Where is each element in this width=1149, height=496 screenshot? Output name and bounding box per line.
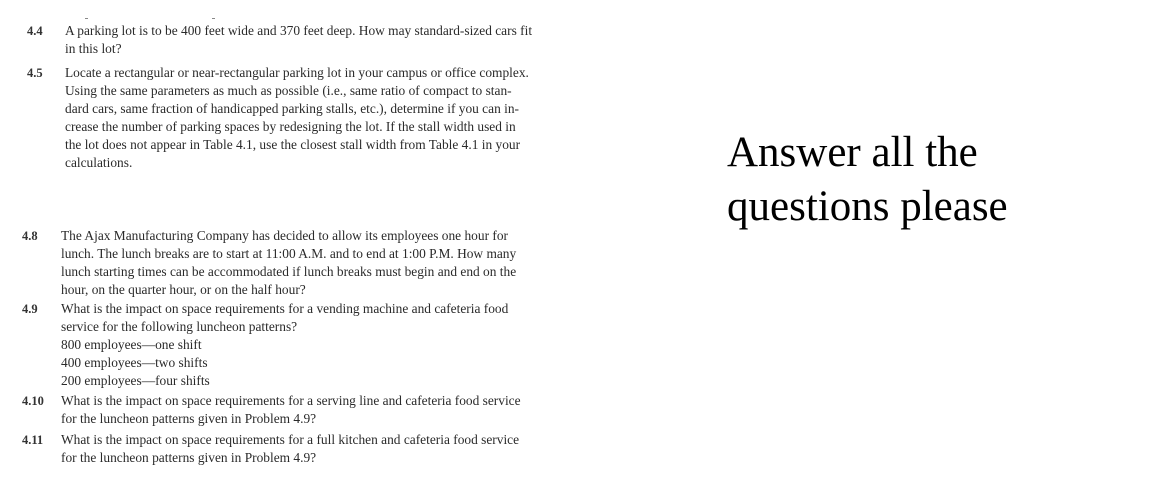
problem-line: 400 employees—two shifts: [61, 355, 208, 370]
problem-line: 200 employees—four shifts: [61, 373, 210, 388]
problem-line: hour, on the quarter hour, or on the half hour?: [61, 282, 306, 297]
problem-text: [61, 431, 519, 467]
problem-number: 4.10: [22, 394, 44, 408]
problem-line: service for the following luncheon patterns?: [61, 319, 298, 334]
problem-text: [61, 300, 508, 390]
scan-mark: [212, 18, 215, 19]
handwritten-request-note: [727, 126, 1008, 234]
problem-line: 800 employees—one shift: [61, 337, 202, 352]
problem-line: lunch. The lunch breaks are to start at 11:00 A.M. and to end at 1:00 P.M. How many: [61, 246, 517, 261]
problem-line: for the luncheon patterns given in Problem 4.9?: [61, 411, 317, 426]
problem-line: for the luncheon patterns given in Problem 4.9?: [61, 450, 317, 465]
problem-text: [61, 392, 521, 428]
scan-mark: [85, 18, 88, 19]
problem-line: What is the impact on space requirements for a vending machine and cafeteria food: [61, 301, 509, 316]
problem-line: The Ajax Manufacturing Company has decided to allow its employees one hour for: [61, 228, 508, 243]
problem-text: [61, 227, 516, 299]
note-line: questions please: [727, 183, 1008, 230]
problem-line: in this lot?: [65, 41, 122, 56]
problem-text: [65, 64, 529, 172]
problem-line: What is the impact on space requirements for a full kitchen and cafeteria food service: [61, 432, 520, 447]
problem-number: 4.11: [22, 433, 44, 447]
problem-number: 4.4: [27, 24, 43, 38]
problem-line: Using the same parameters as much as possible (i.e., same ratio of compact to stan-: [65, 83, 512, 98]
problem-line: lunch starting times can be accommodated if lunch breaks must begin and end on the: [61, 264, 517, 279]
problem-line: crease the number of parking spaces by redesigning the lot. If the stall width used in: [65, 119, 516, 134]
note-line: Answer all the: [727, 129, 978, 176]
problem-line: A parking lot is to be 400 feet wide and 370 feet deep. How may standard-sized cars fit: [65, 23, 533, 38]
problem-number: 4.5: [27, 66, 43, 80]
problem-number: 4.8: [22, 229, 38, 243]
problem-line: What is the impact on space requirements for a serving line and cafeteria food service: [61, 393, 521, 408]
problem-line: calculations.: [65, 155, 133, 170]
problem-text: [65, 22, 532, 58]
problem-line: Locate a rectangular or near-rectangular parking lot in your campus or office complex.: [65, 65, 529, 80]
problem-number: 4.9: [22, 302, 38, 316]
problem-line: the lot does not appear in Table 4.1, use the closest stall width from Table 4.1 in your: [65, 137, 521, 152]
problem-line: dard cars, same fraction of handicapped parking stalls, etc.), determine if you can in-: [65, 101, 519, 116]
